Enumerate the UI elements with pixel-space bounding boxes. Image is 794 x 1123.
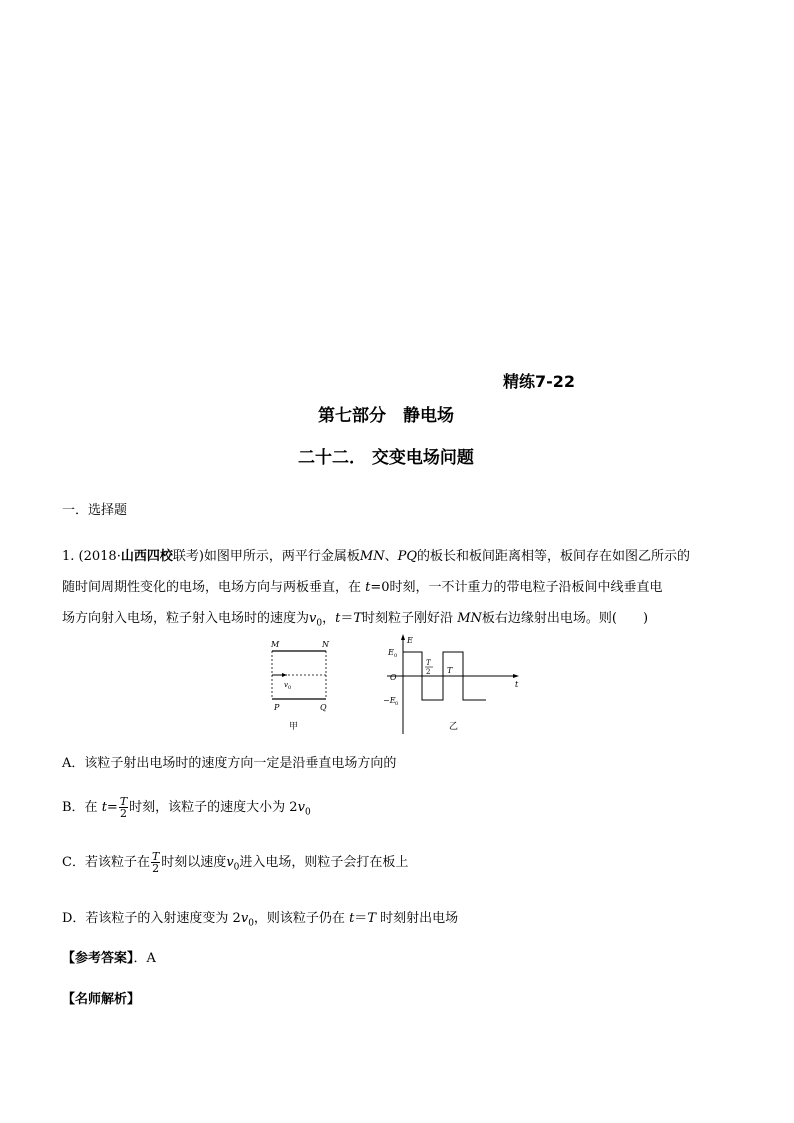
question-line-3: 场方向射入电场，粒子射入电场时的速度为$v_0$，t＝T时刻粒子刚好沿 MN板右边缘射出电场。则( ) [62,611,649,629]
option-a[interactable]: A．该粒子射出电场时的速度方向一定是沿垂直电场方向的 [62,756,397,771]
option-c[interactable]: C．若该粒子在 $\frac{T}{2}$ 时刻以速度$v_0$进入电场，则粒子会打在板上 [62,850,409,875]
svg-text:0: 0 [394,653,398,659]
label-p: P [274,703,280,712]
figure-yi-field-graph [355,632,530,734]
answer-label: 【参考答案】 [62,951,134,966]
chapter-title: 二十二． 交变电场问题 [298,448,474,468]
option-b[interactable]: B．在 t= $\frac{T}{2}$ 时刻，该粒子的速度大小为 $2v_0$ [62,795,311,820]
axis-arrow-icon [401,634,405,640]
option-d[interactable]: D．若该粒子的入射速度变为 $2v_0$，则该粒子仍在 t＝T 时刻射出电场 [62,911,459,929]
svg-text:0: 0 [288,685,292,691]
caption-jia: 甲 [289,722,299,732]
axis-label-t: t [515,680,519,689]
question-line-2: 随时间周期性变化的电场，电场方向与两板垂直，在 t=0时刻，一不计重力的带电粒子沿板间中线垂直电 [62,580,663,595]
label-t-period: T [447,666,453,675]
caption-yi: 乙 [449,722,459,732]
figure-jia-plates [262,636,347,734]
label-m: M [271,640,280,649]
section-heading: 一．选择题 [62,503,128,518]
answer-line [62,947,156,966]
answer-value: ．A [133,951,156,966]
svg-text:0: 0 [395,701,399,707]
label-q: Q [320,703,327,712]
axis-label-e: E [407,636,413,645]
label-half-t-num: T [426,659,431,667]
axis-arrow-icon [513,674,519,678]
exercise-code: 精练7-22 [503,372,576,391]
label-origin: O [390,673,397,682]
label-neg-e0: −E [383,696,396,705]
label-e0: E [388,648,394,657]
label-half-t-den: 2 [426,668,431,676]
part-title: 第七部分 静电场 [318,406,454,426]
analysis-label: 【名师解析】 [62,992,141,1007]
velocity-arrow-icon [282,673,287,677]
label-v0: v [284,681,288,689]
question-line-1: 1. (2018·山西四校联考)如图甲所示，两平行金属板MN、PQ的板长和板间距离相等，板间存在如图乙所示的 [62,549,691,564]
label-n: N [322,640,329,649]
